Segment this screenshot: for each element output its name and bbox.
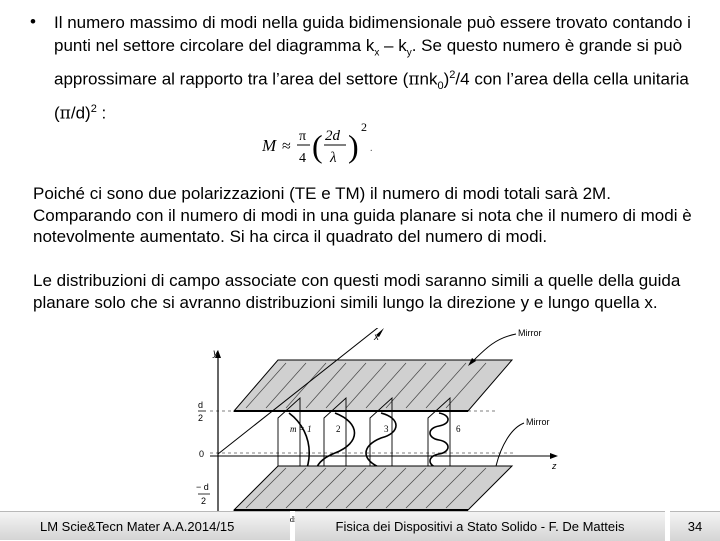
x-axis-label: x [374, 332, 379, 343]
footer-page-number: 34 [670, 511, 720, 541]
text-segment: nk [419, 70, 438, 90]
paragraph-field-distributions: Le distribuzioni di campo associate con questi modi saranno simili a quelle della guida planare solo che si avranno distribuzioni simili lungo la direzione y e lungo quella x. [33, 271, 681, 312]
mode-label-2: 2 [336, 424, 341, 434]
tick-2-top-label: 2 [198, 413, 204, 423]
superscript: 2 [449, 69, 456, 82]
pi-symbol: π [408, 70, 420, 91]
formula-denominator: λ [330, 150, 337, 166]
tick-2-bottom-label: 2 [201, 496, 207, 506]
top-mirror-plate [234, 360, 512, 411]
footer-title: Fisica dei Dispositivi a Stato Solido - F. De Matteis [295, 511, 665, 541]
mirror-bottom-pointer [496, 423, 524, 466]
formula-dot: . [370, 143, 373, 154]
text-segment: : [96, 103, 107, 123]
superscript: 2 [90, 102, 97, 115]
text-segment: Il numero massimo di modi nella guida bidimensionale può essere trovato contando i punti nel settore circolare del diagramma k [54, 13, 691, 55]
formula-pi: π [299, 129, 307, 144]
subscript: x [374, 46, 380, 58]
pi-symbol: π [59, 103, 71, 124]
formula-four: 4 [299, 151, 306, 166]
bullet-paragraph [54, 12, 694, 125]
right-paren: ) [348, 128, 359, 164]
mirror-top-pointer [472, 334, 516, 362]
mode-label-3: 3 [384, 424, 389, 434]
mirror-top-label: Mirror [518, 328, 542, 338]
formula-approx: ≈ [282, 138, 291, 155]
formula-exponent: 2 [361, 120, 367, 134]
tick-minus-d-label: − d [196, 482, 209, 492]
text-segment: – k [379, 35, 407, 55]
text-segment: /4 con l’area della cella unitaria ( [54, 70, 689, 123]
text-segment: /d) [70, 103, 91, 123]
tick-d-label: d [198, 400, 204, 410]
formula-numerator: 2d [325, 128, 340, 144]
mirror-bottom-label: Mirror [526, 417, 550, 427]
left-paren: ( [312, 128, 323, 164]
y-axis-label: y [213, 348, 218, 359]
mode-label-m1: m = 1 [290, 424, 312, 434]
z-axis-label: z [552, 461, 557, 471]
text-segment: . Se questo numero è grande si può approssimare al rapporto tra l’area del settore ( [54, 35, 683, 90]
mode-label-6: 6 [456, 424, 461, 434]
footer-course: LM Scie&Tecn Mater A.A.2014/15 [0, 511, 290, 540]
mirror-waveguide-figure [196, 328, 621, 540]
paragraph-polarizations: Poiché ci sono due polarizzazioni (TE e TM) il numero di modi totali sarà 2M. Comparando con il numero di modi in una guida planare si nota che il numero di modi è notevolmente aumentato. Si ha circa il quadrato del numero di modi. [33, 184, 692, 246]
tick-zero-label: 0 [199, 449, 205, 459]
subscript: y [406, 46, 412, 58]
z-axis-arrow [550, 453, 558, 459]
subscript: 0 [437, 80, 444, 93]
text-segment: ) [443, 70, 450, 90]
bottom-mirror-plate [234, 466, 512, 510]
formula-lhs: M [262, 136, 277, 155]
mode-count-formula [262, 118, 392, 174]
bullet-marker: • [30, 12, 36, 31]
